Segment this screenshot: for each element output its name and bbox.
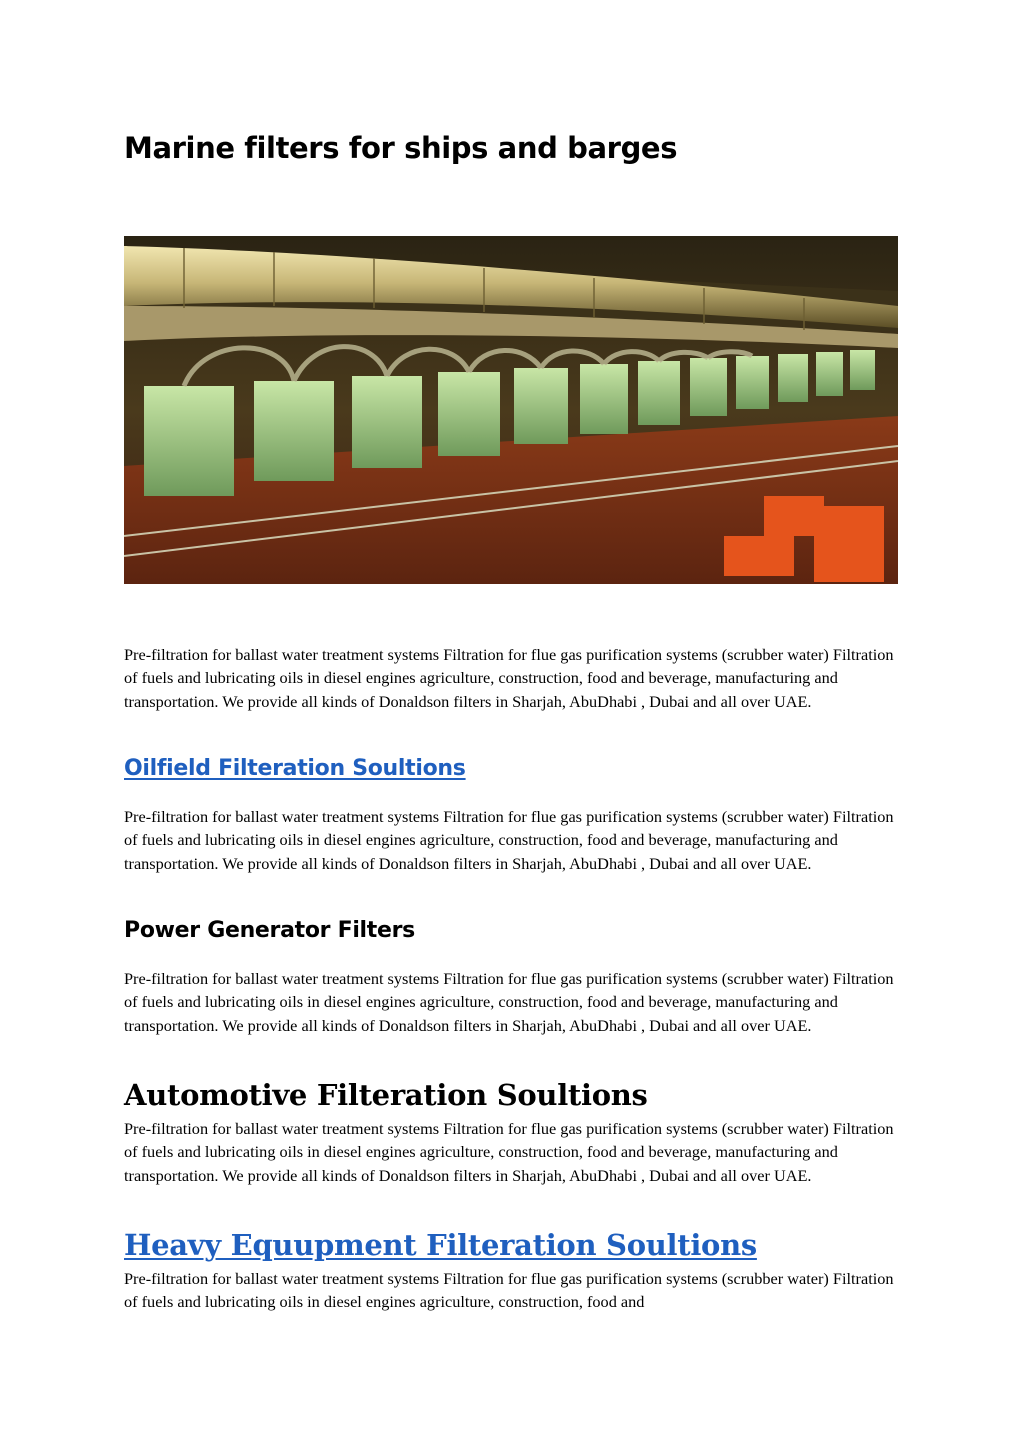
section-2-body: Pre-filtration for ballast water treatment systems Filtration for flue gas purification systems (scrubber water) Filtration of fuels and lubricating oils in diesel engines agriculture, construction, food and beverage, manufacturing and transportation. We provide all kinds of Donaldson filters in Sharjah, AbuDhabi , Dubai and all over UAE. — [124, 969, 894, 1035]
oilfield-link[interactable]: Oilfield Filteration Soultions — [124, 756, 466, 781]
section-4-body: Pre-filtration for ballast water treatment systems Filtration for flue gas purification systems (scrubber water) Filtration of fuels and lubricating oils in diesel engines agriculture, construction, food and — [124, 1269, 894, 1312]
section-3-heading: Automotive Filteration Soultions — [124, 1078, 648, 1112]
section-1-body: Pre-filtration for ballast water treatment systems Filtration for flue gas purification systems (scrubber water) Filtration of fuels and lubricating oils in diesel engines agriculture, construction, food and beverage, manufacturing and transportation. We provide all kinds of Donaldson filters in Sharjah, AbuDhabi , Dubai and all over UAE. — [124, 807, 894, 873]
section-0-body: Pre-filtration for ballast water treatment systems Filtration for flue gas purification systems (scrubber water) Filtration of fuels and lubricating oils in diesel engines agriculture, construction, food and beverage, manufacturing and transportation. We provide all kinds of Donaldson filters in Sharjah, AbuDhabi , Dubai and all over UAE. — [124, 645, 894, 711]
section-2-heading: Power Generator Filters — [124, 918, 415, 943]
heavy-equipment-link[interactable]: Heavy Equupment Filteration Soultions — [124, 1228, 757, 1262]
section-1-heading[interactable] — [124, 754, 466, 784]
section-4-heading[interactable] — [124, 1226, 757, 1264]
engine-room-photo — [124, 236, 898, 584]
document-title: Marine filters for ships and barges — [124, 131, 678, 165]
section-3-body: Pre-filtration for ballast water treatment systems Filtration for flue gas purification systems (scrubber water) Filtration of fuels and lubricating oils in diesel engines agriculture, construction, food and beverage, manufacturing and transportation. We provide all kinds of Donaldson filters in Sharjah, AbuDhabi , Dubai and all over UAE. — [124, 1119, 894, 1185]
